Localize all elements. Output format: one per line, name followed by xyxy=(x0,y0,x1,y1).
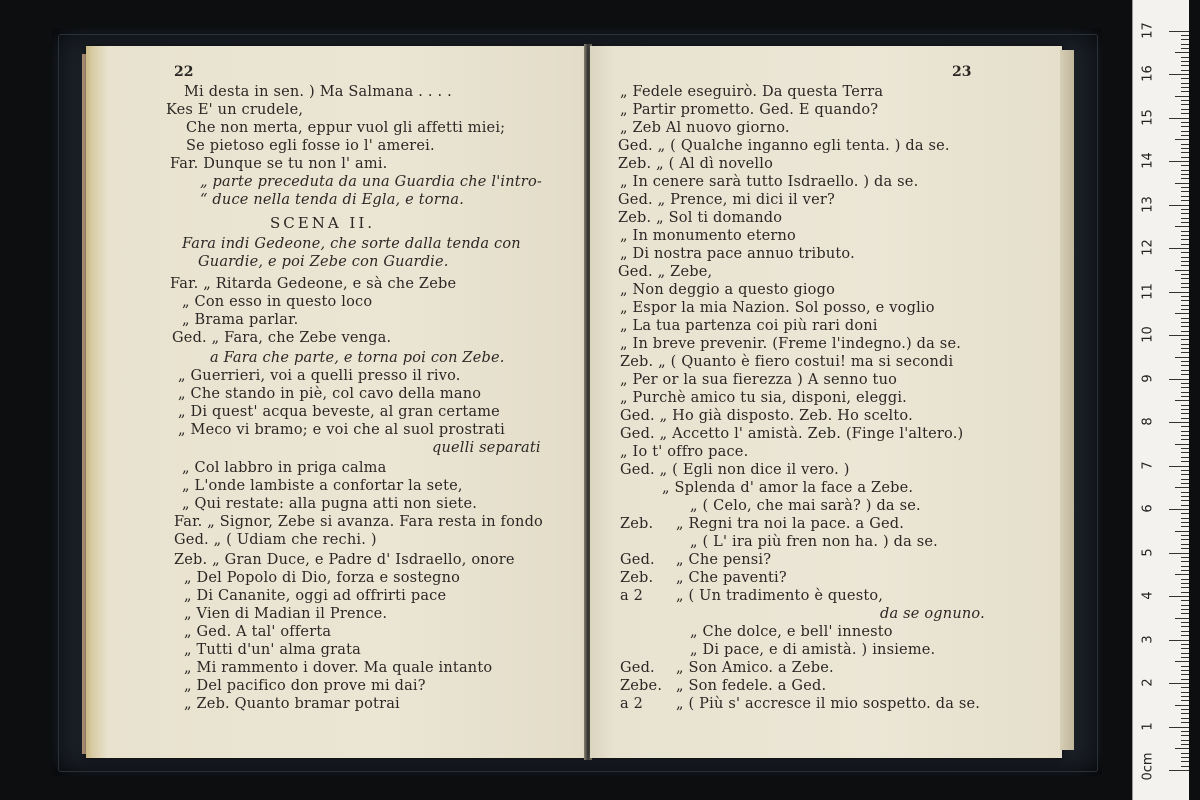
ruler-mm-tick xyxy=(1181,735,1189,736)
right-page-text-line: „ Che dolce, e bell' innesto xyxy=(690,624,893,640)
right-page-text-line: „ Fedele eseguirò. Da questa Terra xyxy=(620,84,884,100)
ruler-mm-tick xyxy=(1181,305,1189,306)
ruler-mm-tick xyxy=(1181,722,1189,723)
ruler-mm-tick xyxy=(1181,126,1189,127)
right-page-text-line: „ Che pensi? xyxy=(676,552,772,568)
left-page-text-line: SCENA II. xyxy=(270,214,376,232)
ruler-mm-tick xyxy=(1175,661,1189,662)
right-page-text-line: da se ognuno. xyxy=(880,606,985,622)
ruler-mm-tick xyxy=(1181,757,1189,758)
ruler-mm-tick xyxy=(1181,287,1189,288)
ruler-mm-tick xyxy=(1181,196,1189,197)
ruler-cm-label: 15 xyxy=(1140,108,1156,126)
ruler-mm-tick xyxy=(1181,209,1189,210)
page-number-right: 23 xyxy=(952,64,972,80)
ruler-cm-tick xyxy=(1169,466,1189,467)
ruler-cm-tick xyxy=(1169,205,1189,206)
ruler-mm-tick xyxy=(1181,613,1189,614)
ruler-mm-tick xyxy=(1181,100,1189,101)
ruler-mm-tick xyxy=(1181,566,1189,567)
ruler-mm-tick xyxy=(1175,574,1189,575)
left-page-text-line: Fara indi Gedeone, che sorte dalla tenda con xyxy=(182,236,521,252)
ruler-mm-tick xyxy=(1181,431,1189,432)
ruler-mm-tick xyxy=(1181,213,1189,214)
ruler-mm-tick xyxy=(1181,579,1189,580)
ruler-mm-tick xyxy=(1181,648,1189,649)
right-page-text-line: Zeb. „ ( Al dì novello xyxy=(618,156,774,172)
ruler-mm-tick xyxy=(1181,670,1189,671)
ruler-mm-tick xyxy=(1181,439,1189,440)
right-page-text-line: „ In cenere sarà tutto Isdraello. ) da se. xyxy=(620,174,919,190)
ruler-cm-label: 0cm xyxy=(1140,752,1156,781)
ruler-cm-label: 7 xyxy=(1140,460,1156,470)
ruler-mm-tick xyxy=(1181,57,1189,58)
ruler-mm-tick xyxy=(1181,539,1189,540)
right-page-text-line: Ged. „ ( Egli non dice il vero. ) xyxy=(620,462,850,478)
right-page-text-line: Ged. „ Accetto l' amistà. Zeb. (Finge l'altero.) xyxy=(620,426,964,442)
ruler-mm-tick xyxy=(1175,748,1189,749)
ruler-mm-tick xyxy=(1181,426,1189,427)
ruler-cm-tick xyxy=(1169,683,1189,684)
ruler-mm-tick xyxy=(1181,283,1189,284)
left-page-text-line: „ Vien di Madian il Prence. xyxy=(184,606,388,622)
left-page-text-line: a Fara che parte, e torna poi con Zebe. xyxy=(210,350,505,366)
left-page-text-line: Mi desta in sen. ) Ma Salmana . . . . xyxy=(184,84,452,100)
ruler-mm-tick xyxy=(1181,61,1189,62)
ruler-mm-tick xyxy=(1181,348,1189,349)
left-page-text-line: „ Col labbro in priga calma xyxy=(182,460,387,476)
ruler-cm-tick xyxy=(1169,118,1189,119)
ruler-mm-tick xyxy=(1181,470,1189,471)
ruler-mm-tick xyxy=(1181,261,1189,262)
right-page-text-line: Zeb. „ ( Quanto è fiero costui! ma si secondi xyxy=(620,354,954,370)
left-page-text-line: Kes E' un crudele, xyxy=(166,102,304,118)
ruler-mm-tick xyxy=(1175,226,1189,227)
right-page-text-line: Ged. „ Ho già disposto. Zeb. Ho scelto. xyxy=(620,408,913,424)
ruler-mm-tick xyxy=(1181,374,1189,375)
ruler-mm-tick xyxy=(1175,96,1189,97)
ruler-mm-tick xyxy=(1181,452,1189,453)
ruler-cm-label: 14 xyxy=(1140,152,1156,169)
ruler-cm-tick xyxy=(1169,640,1189,641)
ruler-cm-tick xyxy=(1169,335,1189,336)
left-page-text-line: „ Qui restate: alla pugna atti non siete. xyxy=(182,496,478,512)
ruler-mm-tick xyxy=(1175,139,1189,140)
ruler-mm-tick xyxy=(1181,122,1189,123)
left-page-text-line: Guardie, e poi Zebe con Guardie. xyxy=(198,254,449,270)
ruler-mm-tick xyxy=(1181,513,1189,514)
ruler-mm-tick xyxy=(1181,631,1189,632)
left-page-text-line: „ Che stando in piè, col cavo della mano xyxy=(178,386,482,402)
ruler-mm-tick xyxy=(1181,561,1189,562)
right-page-text-line: „ Che paventi? xyxy=(676,570,787,586)
right-page-text-line: „ Son fedele. a Ged. xyxy=(676,678,827,694)
ruler-mm-tick xyxy=(1181,35,1189,36)
left-page-text-line: „ Ged. A tal' offerta xyxy=(184,624,332,640)
left-page-text-line: „ Meco vi bramo; e voi che al suol prostrati xyxy=(178,422,505,438)
ruler-mm-tick xyxy=(1181,326,1189,327)
ruler-mm-tick xyxy=(1181,457,1189,458)
left-page-text-line: „ Di Cananite, oggi ad offrirti pace xyxy=(184,588,447,604)
ruler-mm-tick xyxy=(1181,239,1189,240)
ruler-mm-tick xyxy=(1181,178,1189,179)
left-page-text-line: quelli separati xyxy=(432,440,541,456)
right-page-text-line: „ Son Amico. a Zebe. xyxy=(676,660,834,676)
right-page-text-line: „ Non deggio a questo giogo xyxy=(620,282,836,298)
right-page-text-line: Zeb. xyxy=(620,516,654,532)
left-page-text-line: „ Del pacifico don prove mi dai? xyxy=(184,678,426,694)
ruler-cm-tick xyxy=(1169,31,1189,32)
ruler-mm-tick xyxy=(1175,444,1189,445)
ruler-cm-label: 6 xyxy=(1140,504,1156,513)
right-page-text-line: „ Zeb Al nuovo giorno. xyxy=(620,120,790,136)
ruler-mm-tick xyxy=(1181,496,1189,497)
ruler-cm-label: 1 xyxy=(1140,721,1156,731)
left-page-text-line: Se pietoso egli fosse io l' amerei. xyxy=(186,138,435,154)
right-page-text-line: „ Splenda d' amor la face a Zebe. xyxy=(662,480,914,496)
ruler-mm-tick xyxy=(1181,83,1189,84)
right-page xyxy=(590,46,1062,758)
ruler-mm-tick xyxy=(1181,296,1189,297)
ruler-mm-tick xyxy=(1175,487,1189,488)
ruler-mm-tick xyxy=(1181,635,1189,636)
ruler-mm-tick xyxy=(1181,622,1189,623)
left-page-text-line: Che non merta, eppur vuol gli affetti miei; xyxy=(186,120,506,136)
ruler-mm-tick xyxy=(1181,405,1189,406)
ruler-mm-tick xyxy=(1175,705,1189,706)
ruler-mm-tick xyxy=(1181,383,1189,384)
ruler-cm-label: 5 xyxy=(1140,547,1156,557)
ruler-cm-label: 9 xyxy=(1140,373,1156,383)
ruler-mm-tick xyxy=(1181,500,1189,501)
ruler-cm-label: 12 xyxy=(1140,239,1156,256)
ruler-mm-tick xyxy=(1175,52,1189,53)
right-page-text-line: „ Partir prometto. Ged. E quando? xyxy=(620,102,879,118)
ruler-mm-tick xyxy=(1181,148,1189,149)
ruler-mm-tick xyxy=(1181,413,1189,414)
ruler-mm-tick xyxy=(1181,39,1189,40)
ruler-mm-tick xyxy=(1181,461,1189,462)
ruler-mm-tick xyxy=(1181,557,1189,558)
right-page-text-line: a 2 xyxy=(620,696,644,712)
ruler-mm-tick xyxy=(1181,274,1189,275)
ruler-mm-tick xyxy=(1181,170,1189,171)
ruler-mm-tick xyxy=(1181,104,1189,105)
ruler-mm-tick xyxy=(1181,370,1189,371)
ruler-mm-tick xyxy=(1181,518,1189,519)
ruler-mm-tick xyxy=(1181,191,1189,192)
ruler-cm-tick xyxy=(1169,509,1189,510)
ruler-mm-tick xyxy=(1175,313,1189,314)
ruler-cm-tick xyxy=(1169,379,1189,380)
ruler-mm-tick xyxy=(1181,396,1189,397)
ruler-mm-tick xyxy=(1181,365,1189,366)
right-page-text-line: „ Regni tra noi la pace. a Ged. xyxy=(676,516,905,532)
right-page-text-line: „ La tua partenza coi più rari doni xyxy=(620,318,878,334)
ruler-mm-tick xyxy=(1181,187,1189,188)
ruler-cm-label: 11 xyxy=(1140,282,1156,300)
left-page-text-line: „ Di quest' acqua beveste, al gran certame xyxy=(178,404,500,420)
ruler-mm-tick xyxy=(1181,218,1189,219)
ruler-mm-tick xyxy=(1181,522,1189,523)
ruler-mm-tick xyxy=(1181,244,1189,245)
ruler-cm-label: 10 xyxy=(1140,326,1156,343)
right-page-text-line: Ged. „ Zebe, xyxy=(618,264,713,280)
ruler-mm-tick xyxy=(1181,78,1189,79)
ruler-mm-tick xyxy=(1181,570,1189,571)
right-page-text-line: „ Io t' offro pace. xyxy=(620,444,749,460)
ruler-mm-tick xyxy=(1181,392,1189,393)
ruler-mm-tick xyxy=(1175,618,1189,619)
ruler-mm-tick xyxy=(1181,87,1189,88)
ruler-mm-tick xyxy=(1181,692,1189,693)
ruler-mm-tick xyxy=(1181,483,1189,484)
ruler-cm-tick xyxy=(1169,727,1189,728)
ruler-mm-tick xyxy=(1181,657,1189,658)
ruler-mm-tick xyxy=(1181,322,1189,323)
ruler-mm-tick xyxy=(1181,339,1189,340)
ruler-mm-tick xyxy=(1181,674,1189,675)
ruler-cm-tick xyxy=(1169,596,1189,597)
right-page-text-line: Zeb. xyxy=(620,570,654,586)
ruler-mm-tick xyxy=(1181,152,1189,153)
right-page-text-line: „ In monumento eterno xyxy=(620,228,796,244)
left-page-text-line: Zeb. „ Gran Duce, e Padre d' Isdraello, onore xyxy=(174,552,515,568)
ruler-mm-tick xyxy=(1175,270,1189,271)
ruler-mm-tick xyxy=(1181,679,1189,680)
ruler-mm-tick xyxy=(1181,309,1189,310)
ruler-cm-tick xyxy=(1169,292,1189,293)
ruler-mm-tick xyxy=(1181,318,1189,319)
ruler-cm-tick xyxy=(1169,74,1189,75)
ruler-mm-tick xyxy=(1181,344,1189,345)
ruler-cm-label: 8 xyxy=(1140,417,1156,426)
left-page-text-line: „ L'onde lambiste a confortar la sete, xyxy=(182,478,463,494)
ruler-mm-tick xyxy=(1181,526,1189,527)
left-page-text-line: „ Mi rammento i dover. Ma quale intanto xyxy=(184,660,493,676)
ruler-mm-tick xyxy=(1181,409,1189,410)
left-page xyxy=(86,46,586,758)
ruler-mm-tick xyxy=(1181,609,1189,610)
ruler-mm-tick xyxy=(1181,474,1189,475)
right-page-text-line: a 2 xyxy=(620,588,644,604)
ruler-mm-tick xyxy=(1181,644,1189,645)
ruler-mm-tick xyxy=(1181,548,1189,549)
right-page-text-line: „ ( Celo, che mai sarà? ) da se. xyxy=(690,498,921,514)
left-page-text-line: Far. „ Ritarda Gedeone, e sà che Zebe xyxy=(170,276,457,292)
left-page-text-line: „ Con esso in questo loco xyxy=(182,294,373,310)
ruler-mm-tick xyxy=(1181,231,1189,232)
ruler-cm-label: 4 xyxy=(1140,591,1156,600)
ruler-mm-tick xyxy=(1175,531,1189,532)
ruler-cm-tick xyxy=(1169,161,1189,162)
right-page-text-line: „ Di nostra pace annuo tributo. xyxy=(620,246,855,262)
right-page-text-line: „ Di pace, e di amistà. ) insieme. xyxy=(690,642,936,658)
ruler-mm-tick xyxy=(1181,157,1189,158)
ruler-mm-tick xyxy=(1181,109,1189,110)
ruler-mm-tick xyxy=(1181,131,1189,132)
ruler-mm-tick xyxy=(1181,731,1189,732)
right-page-text-line: „ ( Un tradimento è questo, xyxy=(676,588,884,604)
ruler-mm-tick xyxy=(1181,48,1189,49)
ruler-cm-tick xyxy=(1169,770,1189,771)
right-page-text-line: „ Per or la sua fierezza ) A senno tuo xyxy=(620,372,898,388)
ruler-mm-tick xyxy=(1181,718,1189,719)
measurement-ruler xyxy=(1132,0,1189,800)
ruler-mm-tick xyxy=(1175,400,1189,401)
ruler-mm-tick xyxy=(1181,761,1189,762)
ruler-mm-tick xyxy=(1181,696,1189,697)
ruler-mm-tick xyxy=(1181,70,1189,71)
ruler-mm-tick xyxy=(1181,257,1189,258)
ruler-mm-tick xyxy=(1181,352,1189,353)
ruler-mm-tick xyxy=(1181,435,1189,436)
ruler-mm-tick xyxy=(1181,418,1189,419)
ruler-cm-tick xyxy=(1169,553,1189,554)
right-page-text-line: Zebe. xyxy=(620,678,663,694)
ruler-mm-tick xyxy=(1181,544,1189,545)
ruler-mm-tick xyxy=(1181,740,1189,741)
ruler-mm-tick xyxy=(1181,744,1189,745)
right-page-text-line: „ ( L' ira più fren non ha. ) da se. xyxy=(690,534,938,550)
left-page-text-line: Far. Dunque se tu non l' ami. xyxy=(170,156,388,172)
ruler-mm-tick xyxy=(1181,600,1189,601)
right-page-text-line: Ged. xyxy=(620,552,655,568)
left-page-text-line: „ Tutti d'un' alma grata xyxy=(184,642,361,658)
ruler-mm-tick xyxy=(1181,200,1189,201)
ruler-cm-label: 16 xyxy=(1140,65,1156,82)
ruler-mm-tick xyxy=(1181,709,1189,710)
ruler-mm-tick xyxy=(1181,587,1189,588)
ruler-mm-tick xyxy=(1181,144,1189,145)
ruler-mm-tick xyxy=(1181,44,1189,45)
ruler-mm-tick xyxy=(1181,448,1189,449)
left-page-text-line: „ Del Popolo di Dio, forza e sostegno xyxy=(184,570,461,586)
ruler-mm-tick xyxy=(1181,713,1189,714)
ruler-cm-label: 3 xyxy=(1140,634,1156,644)
right-page-text-line: Zeb. „ Sol ti domando xyxy=(618,210,783,226)
ruler-mm-tick xyxy=(1181,165,1189,166)
left-page-text-line: Far. „ Signor, Zebe si avanza. Fara resta in fondo xyxy=(174,514,543,530)
ruler-mm-tick xyxy=(1181,505,1189,506)
ruler-mm-tick xyxy=(1181,605,1189,606)
ruler-mm-tick xyxy=(1181,265,1189,266)
right-page-text-line: „ ( Più s' accresce il mio sospetto. da se. xyxy=(676,696,981,712)
left-page-text-line: „ parte preceduta da una Guardia che l'intro- xyxy=(200,174,542,190)
page-number-left: 22 xyxy=(174,64,194,80)
ruler-mm-tick xyxy=(1181,583,1189,584)
left-page-text-line: “ duce nella tenda di Egla, e torna. xyxy=(200,192,465,208)
ruler-mm-tick xyxy=(1181,753,1189,754)
ruler-mm-tick xyxy=(1181,666,1189,667)
ruler-mm-tick xyxy=(1181,222,1189,223)
ruler-mm-tick xyxy=(1181,65,1189,66)
ruler-mm-tick xyxy=(1181,300,1189,301)
right-page-text-line: Ged. „ ( Qualche inganno egli tenta. ) da se. xyxy=(618,138,950,154)
ruler-mm-tick xyxy=(1181,331,1189,332)
left-page-text-line: „ Zeb. Quanto bramar potrai xyxy=(184,696,400,712)
ruler-mm-tick xyxy=(1181,174,1189,175)
ruler-mm-tick xyxy=(1181,492,1189,493)
left-page-text-line: Ged. „ Fara, che Zebe venga. xyxy=(172,330,392,346)
ruler-mm-tick xyxy=(1181,113,1189,114)
right-page-edge xyxy=(1060,50,1074,750)
ruler-mm-tick xyxy=(1181,361,1189,362)
ruler-mm-tick xyxy=(1181,387,1189,388)
left-page-text-line: „ Guerrieri, voi a quelli presso il rivo. xyxy=(178,368,461,384)
ruler-mm-tick xyxy=(1181,687,1189,688)
ruler-mm-tick xyxy=(1181,91,1189,92)
ruler-mm-tick xyxy=(1181,766,1189,767)
ruler-cm-tick xyxy=(1169,422,1189,423)
ruler-mm-tick xyxy=(1181,252,1189,253)
ruler-cm-label: 2 xyxy=(1140,678,1156,687)
ruler-mm-tick xyxy=(1181,535,1189,536)
right-page-text-line: „ In breve prevenir. (Freme l'indegno.) da se. xyxy=(620,336,962,352)
right-page-text-line: Ged. xyxy=(620,660,655,676)
right-page-text-line: Ged. „ Prence, mi dici il ver? xyxy=(618,192,835,208)
ruler-mm-tick xyxy=(1181,135,1189,136)
ruler-mm-tick xyxy=(1175,183,1189,184)
ruler-cm-label: 17 xyxy=(1140,21,1156,39)
ruler-mm-tick xyxy=(1181,700,1189,701)
ruler-mm-tick xyxy=(1181,235,1189,236)
right-page-text-line: „ Purchè amico tu sia, disponi, eleggi. xyxy=(620,390,907,406)
ruler-cm-tick xyxy=(1169,248,1189,249)
ruler-mm-tick xyxy=(1181,479,1189,480)
right-page-text-line: „ Espor la mia Nazion. Sol posso, e voglio xyxy=(620,300,935,316)
left-page-text-line: „ Brama parlar. xyxy=(182,312,299,328)
ruler-mm-tick xyxy=(1181,653,1189,654)
left-page-text-line: Ged. „ ( Udiam che rechi. ) xyxy=(174,532,377,548)
ruler-mm-tick xyxy=(1181,592,1189,593)
ruler-mm-tick xyxy=(1181,626,1189,627)
ruler-mm-tick xyxy=(1181,278,1189,279)
ruler-mm-tick xyxy=(1175,357,1189,358)
ruler-cm-label: 13 xyxy=(1140,195,1156,213)
